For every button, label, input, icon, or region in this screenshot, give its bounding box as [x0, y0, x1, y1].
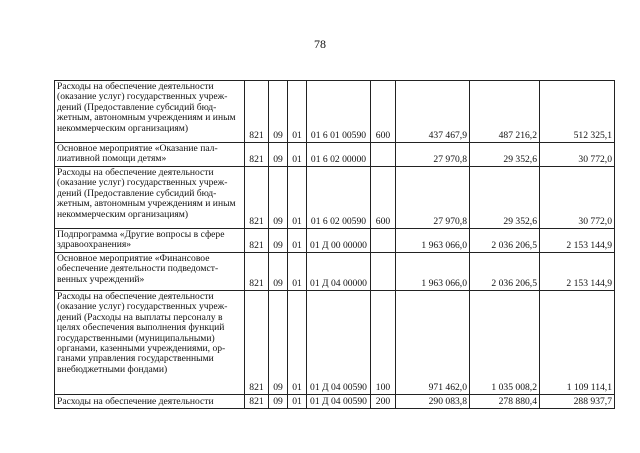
subsection-code: 01: [288, 229, 307, 253]
budget-table: [54, 80, 615, 409]
subsection-code: 01: [288, 143, 307, 167]
amount-2020: 278 880,4: [470, 395, 540, 409]
row-name: Расходы на обеспечение деятельности (оказание услуг) государственных учреж-дений (Расходы на выплаты персоналу в целях обеспечения выполнения функций государственными (муниципальными) органами, казенными учреждениями, ор-ганами управления государственными внебюджетными фондами): [55, 291, 245, 395]
amount-2021: 288 937,7: [540, 395, 615, 409]
section-code: 09: [269, 167, 288, 229]
amount-2019: 1 963 066,0: [396, 229, 470, 253]
target-article-code: 01 6 02 00000: [307, 143, 371, 167]
section-code: 09: [269, 81, 288, 143]
expense-type-code: 600: [371, 81, 396, 143]
row-name: Основное мероприятие «Оказание пал-лиативной помощи детям»: [55, 143, 245, 167]
table-row: [55, 253, 615, 291]
row-name: Расходы на обеспечение деятельности: [55, 395, 245, 409]
expense-type-code: 100: [371, 291, 396, 395]
subsection-code: 01: [288, 291, 307, 395]
row-name: Подпрограмма «Другие вопросы в сфере здравоохранения»: [55, 229, 245, 253]
amount-2020: 487 216,2: [470, 81, 540, 143]
amount-2020: 29 352,6: [470, 143, 540, 167]
expense-type-code: [371, 229, 396, 253]
section-code: 09: [269, 143, 288, 167]
ministry-code: 821: [245, 167, 269, 229]
target-article-code: 01 Д 04 00590: [307, 291, 371, 395]
target-article-code: 01 6 02 00590: [307, 167, 371, 229]
subsection-code: 01: [288, 253, 307, 291]
target-article-code: 01 Д 00 00000: [307, 229, 371, 253]
subsection-code: 01: [288, 395, 307, 409]
amount-2021: 30 772,0: [540, 143, 615, 167]
row-name: Основное мероприятие «Финансовое обеспечение деятельности подведомст-венных учреждений»: [55, 253, 245, 291]
target-article-code: 01 6 01 00590: [307, 81, 371, 143]
subsection-code: 01: [288, 81, 307, 143]
expense-type-code: 200: [371, 395, 396, 409]
amount-2020: 1 035 008,2: [470, 291, 540, 395]
amount-2021: 30 772,0: [540, 167, 615, 229]
ministry-code: 821: [245, 143, 269, 167]
table-row: [55, 81, 615, 143]
amount-2020: 2 036 206,5: [470, 253, 540, 291]
ministry-code: 821: [245, 229, 269, 253]
table-row: [55, 167, 615, 229]
table-body: [55, 81, 615, 409]
amount-2021: 1 109 114,1: [540, 291, 615, 395]
ministry-code: 821: [245, 395, 269, 409]
amount-2019: 27 970,8: [396, 167, 470, 229]
section-code: 09: [269, 291, 288, 395]
target-article-code: 01 Д 04 00000: [307, 253, 371, 291]
table-row: [55, 395, 615, 409]
row-name: Расходы на обеспечение деятельности (оказание услуг) государственных учреж-дений (Предоставление субсидий бюд-жетным, автономным учреждениям и иным некоммерческим организациям): [55, 81, 245, 143]
amount-2021: 2 153 144,9: [540, 229, 615, 253]
target-article-code: 01 Д 04 00590: [307, 395, 371, 409]
amount-2021: 512 325,1: [540, 81, 615, 143]
amount-2020: 29 352,6: [470, 167, 540, 229]
section-code: 09: [269, 229, 288, 253]
amount-2019: 27 970,8: [396, 143, 470, 167]
amount-2021: 2 153 144,9: [540, 253, 615, 291]
amount-2019: 971 462,0: [396, 291, 470, 395]
section-code: 09: [269, 395, 288, 409]
subsection-code: 01: [288, 167, 307, 229]
row-name: Расходы на обеспечение деятельности (оказание услуг) государственных учреж-дений (Предоставление субсидий бюд-жетным, автономным учреждениям и иным некоммерческим организациям): [55, 167, 245, 229]
amount-2019: 437 467,9: [396, 81, 470, 143]
ministry-code: 821: [245, 253, 269, 291]
section-code: 09: [269, 253, 288, 291]
expense-type-code: [371, 253, 396, 291]
expense-type-code: 600: [371, 167, 396, 229]
table-row: [55, 143, 615, 167]
ministry-code: 821: [245, 81, 269, 143]
table-row: [55, 229, 615, 253]
ministry-code: 821: [245, 291, 269, 395]
page-number: 78: [314, 37, 326, 51]
amount-2019: 1 963 066,0: [396, 253, 470, 291]
table-row: [55, 291, 615, 395]
expense-type-code: [371, 143, 396, 167]
amount-2020: 2 036 206,5: [470, 229, 540, 253]
amount-2019: 290 083,8: [396, 395, 470, 409]
